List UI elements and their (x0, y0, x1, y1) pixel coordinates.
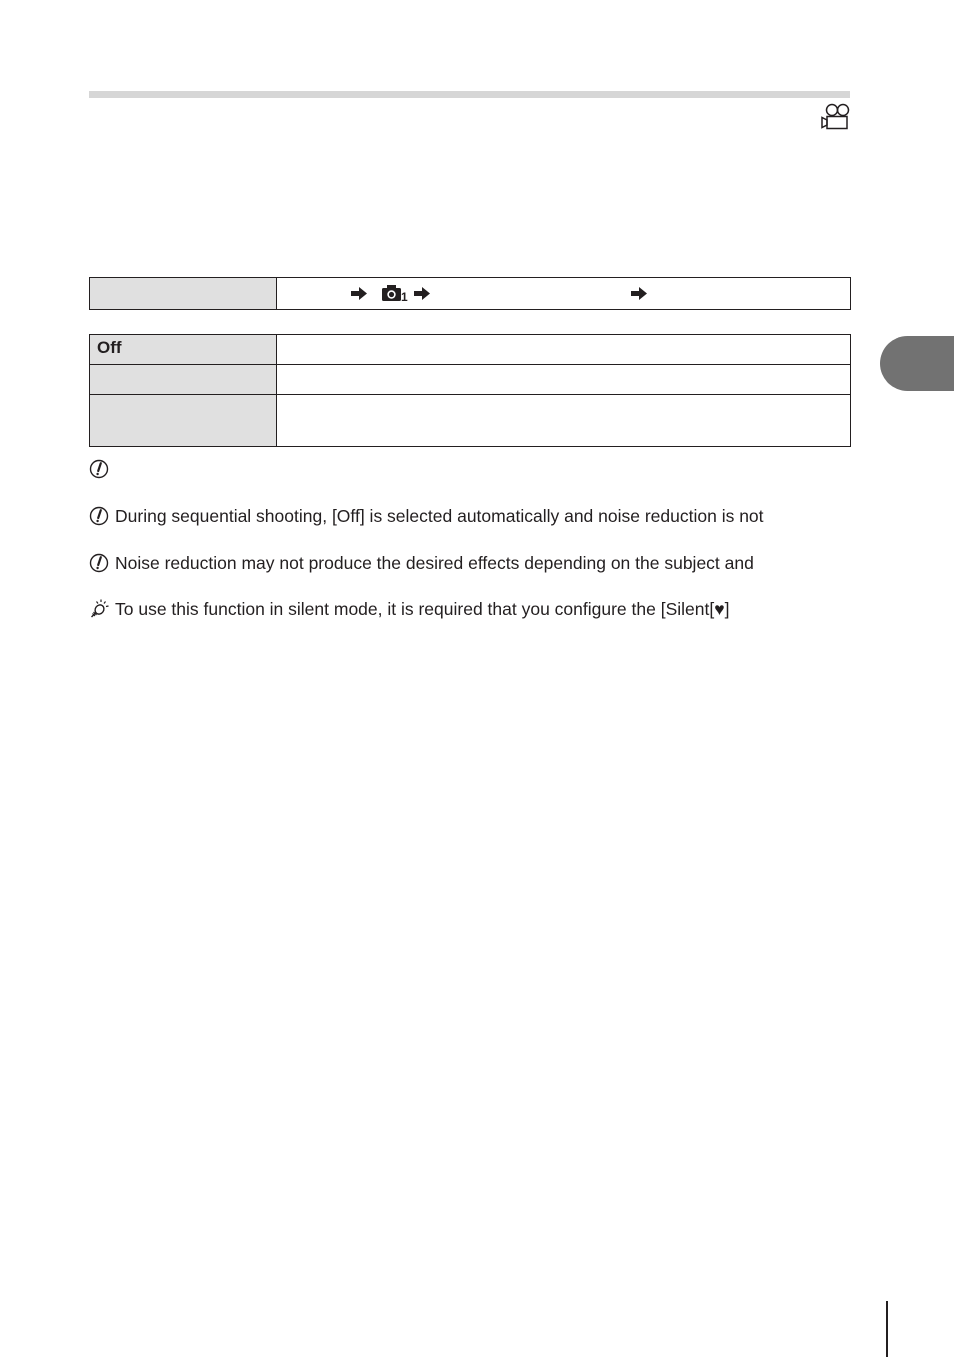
menu-path-cell (277, 278, 851, 310)
tip-lightbulb-icon (89, 599, 109, 619)
note-text: To use this function in silent mode, it is required that you configure the [Silent[♥] (115, 599, 730, 619)
option-description (277, 395, 851, 447)
table-row (90, 335, 851, 365)
section-header-rule (89, 91, 850, 98)
note-text: Noise reduction may not produce the desired effects depending on the subject and (115, 553, 754, 573)
table-row (90, 365, 851, 395)
table-row (90, 395, 851, 447)
option-label (90, 395, 277, 447)
note-text: During sequential shooting, [Off] is selected automatically and noise reduction is not (115, 506, 764, 526)
arrow-right-icon (414, 287, 430, 300)
option-label: Off (90, 335, 277, 365)
option-label (90, 365, 277, 395)
movie-camera-icon (820, 103, 850, 131)
page-number-rule (886, 1301, 888, 1357)
arrow-right-icon (631, 287, 647, 300)
arrow-right-icon (351, 287, 367, 300)
tip-note (89, 598, 729, 620)
caution-icon (89, 459, 109, 479)
caution-note (89, 505, 764, 527)
camera-icon (382, 284, 401, 301)
chapter-tab (880, 336, 954, 391)
option-description (277, 335, 851, 365)
camera-menu-number: 1 (401, 290, 408, 304)
caution-note (89, 552, 754, 574)
menu-path-label-cell (90, 278, 277, 310)
options-table (89, 334, 851, 447)
caution-note (89, 458, 115, 480)
caution-icon (89, 553, 109, 573)
caution-icon (89, 506, 109, 526)
option-description (277, 365, 851, 395)
menu-path-table (89, 277, 851, 310)
